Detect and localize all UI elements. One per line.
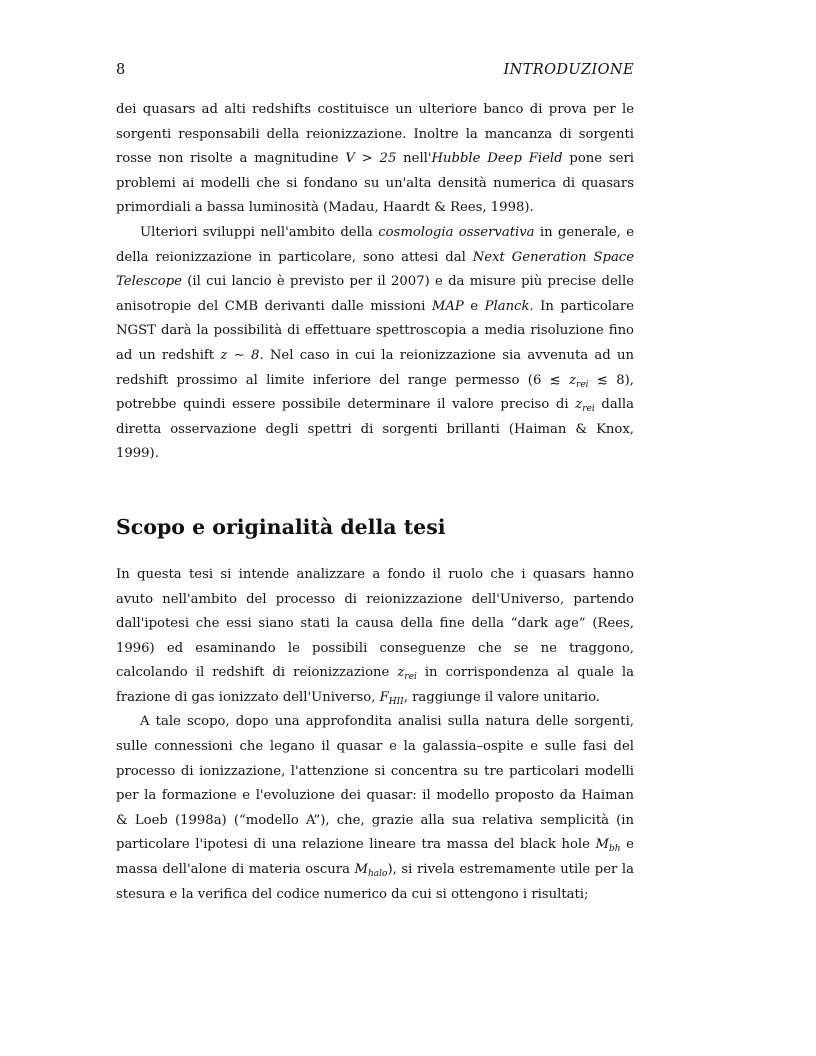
text: e massa dell'alone di materia oscura	[116, 837, 634, 878]
text: dei quasars ad alti redshifts costituisce un ulteriore banco di prova per le sorgenti responsabili della reionizzazione. Inoltre la mancanza di sorgenti rosse non risolte a magnitudine	[116, 102, 634, 167]
page-number: 8	[116, 62, 126, 78]
text: nell'	[396, 151, 432, 167]
text: ≲ 8), potrebbe quindi essere possibile determinare il valore preciso di	[116, 372, 634, 413]
page	[116, 60, 634, 907]
text: e	[463, 298, 485, 314]
math-subscript: bh	[609, 844, 621, 855]
math-subscript: rei	[576, 379, 589, 390]
math: z ∼ 8	[220, 347, 260, 363]
text: , raggiunge il valore unitario.	[403, 689, 600, 705]
math: z	[397, 665, 405, 681]
paragraph-4	[116, 710, 634, 907]
emphasis: Next Generation Space Telescope	[116, 249, 634, 290]
math: z	[575, 397, 583, 413]
emphasis: Planck	[484, 298, 530, 314]
text: Ulteriori sviluppi nell'ambito della	[140, 224, 379, 240]
math-subscript: rei	[582, 404, 595, 415]
math-subscript: rei	[404, 672, 417, 683]
math: z	[569, 372, 577, 388]
text: in corrispondenza al quale la frazione di gas ionizzato dell'Universo,	[116, 665, 634, 705]
emphasis: MAP	[431, 298, 464, 314]
paragraph-2	[116, 221, 634, 467]
math-v-magnitude: V > 25	[345, 151, 397, 167]
running-title: INTRODUZIONE	[503, 62, 634, 78]
math: M	[595, 837, 610, 853]
emphasis: cosmologia osservativa	[378, 224, 535, 240]
text: . Nel caso in cui la reionizzazione sia avvenuta ad un redshift prossimo al limite inferiore del range permesso (6 ≲	[116, 347, 634, 388]
math: M	[354, 862, 369, 878]
text: dalla diretta osservazione degli spettri di sorgenti brillanti (Haiman & Knox, 1999).	[116, 397, 635, 462]
running-head	[116, 60, 634, 80]
paragraph-3	[116, 563, 634, 711]
text: ), si rivela estremamente utile per la stesura e la verifica del codice numerico da cui si ottengono i risultati;	[116, 862, 634, 902]
text: pone seri problemi ai modelli che si fondano su un'alta densità numerica di quasars primordiali a bassa luminosità (Madau, Haardt & Rees, 1998).	[116, 151, 634, 216]
math-subscript: halo	[368, 869, 388, 880]
text: (il cui lancio è previsto per il 2007) e da misure più precise delle anisotropie del CMB derivanti dalle missioni	[116, 274, 634, 314]
paragraph-1	[116, 98, 634, 221]
math-subscript: HII	[388, 696, 404, 707]
text: A tale scopo, dopo una approfondita analisi sulla natura delle sorgenti, sulle connessioni che legano il quasar e la galassia–ospite e sulle fasi del processo di ionizzazione, l'attenzione si concentra su tre particolari modelli per la formazione e l'evoluzione dei quasar: il modello proposto da Haiman & Loeb (1998a) (“modello A”), che, grazie alla sua relativa semplicità (in particolare l'ipotesi di una relazione lineare tra massa del black hole	[116, 714, 634, 853]
text: in generale, e della reionizzazione in particolare, sono attesi dal	[116, 224, 635, 265]
section-title: Scopo e originalità della tesi	[116, 514, 446, 539]
text: In questa tesi si intende analizzare a fondo il ruolo che i quasars hanno avuto nell'ambito del processo di reionizzazione dell'Universo, partendo dall'ipotesi che essi siano stati la causa della fine della “dark age” (Rees, 1996) ed esaminando le possibili conseguenze che se ne traggono, calcolando il redshift di reionizzazione	[116, 566, 634, 681]
math: F	[379, 689, 389, 705]
hubble-deep-field: Hubble Deep Field	[431, 151, 563, 167]
text: . In particolare NGST darà la possibilità di effettuare spettroscopia a media risoluzione fino ad un redshift	[116, 298, 634, 363]
